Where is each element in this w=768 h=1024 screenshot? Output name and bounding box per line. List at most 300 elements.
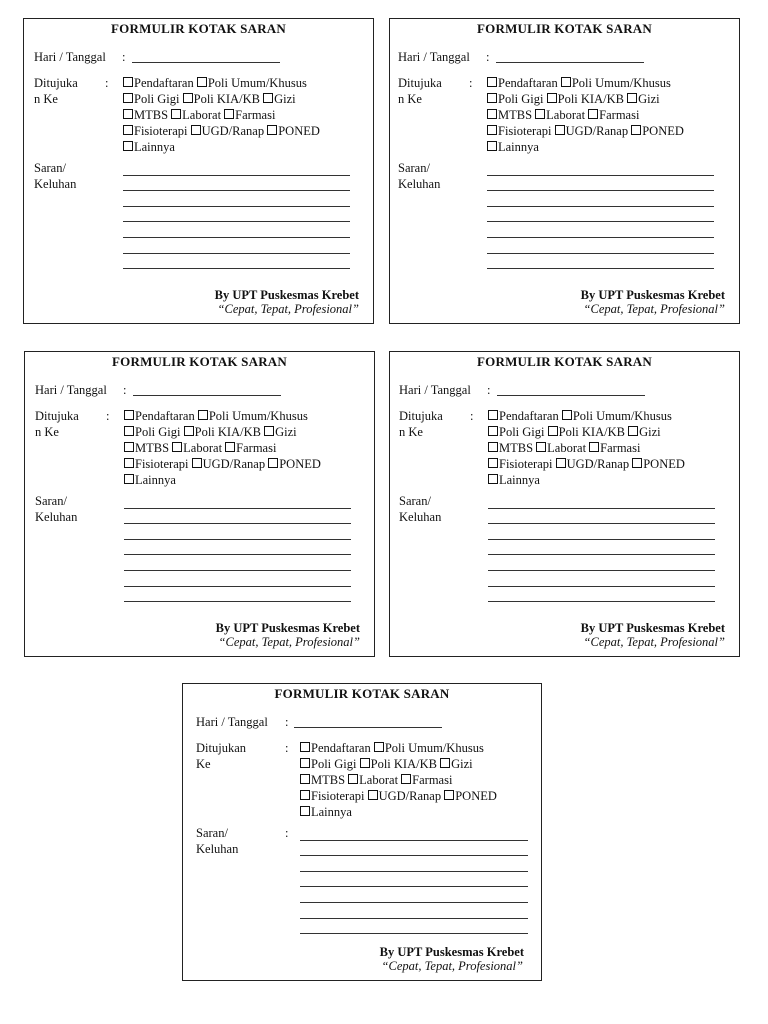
option-label: Poli Gigi <box>135 425 181 439</box>
options-row <box>123 107 320 123</box>
date-colon: : <box>487 383 491 397</box>
date-label: Hari / Tanggal <box>399 383 471 397</box>
option-label: MTBS <box>135 441 170 455</box>
saran-line[interactable] <box>300 903 528 919</box>
saran-writing-area[interactable] <box>124 493 351 602</box>
saran-line[interactable] <box>300 872 528 888</box>
checkbox[interactable] <box>198 410 208 420</box>
form-title: FORMULIR KOTAK SARAN <box>112 354 287 369</box>
ditujukan-colon: : <box>106 409 110 423</box>
checkbox[interactable] <box>183 93 193 103</box>
saran-line[interactable] <box>487 238 714 254</box>
saran-line[interactable] <box>123 222 350 238</box>
option-label: Lainnya <box>498 140 539 154</box>
suggestion-form-card <box>24 351 375 657</box>
checkbox[interactable] <box>172 442 182 452</box>
option-laborat[interactable] <box>536 441 586 455</box>
option-poli-umum-khusus[interactable] <box>562 409 672 423</box>
option-label: Poli Gigi <box>499 425 545 439</box>
option-pendaftaran[interactable] <box>124 409 195 423</box>
checkbox[interactable] <box>300 790 310 800</box>
option-poli-gigi[interactable] <box>487 92 544 106</box>
option-label: Laborat <box>359 773 399 787</box>
saran-label: Saran/ <box>35 494 67 508</box>
date-input-line[interactable] <box>497 395 645 396</box>
options-row <box>124 456 321 472</box>
option-label: MTBS <box>311 773 346 787</box>
saran-line[interactable] <box>488 524 715 540</box>
option-laborat[interactable] <box>348 773 398 787</box>
suggestion-form-card <box>389 351 740 657</box>
option-poli-kia-kb[interactable] <box>547 92 624 106</box>
option-fisioterapi[interactable] <box>124 457 188 471</box>
saran-label: Saran/ <box>398 161 430 175</box>
checkbox[interactable] <box>548 426 558 436</box>
option-poned[interactable] <box>268 457 321 471</box>
options-row <box>124 408 321 424</box>
checkbox[interactable] <box>192 458 202 468</box>
checkbox[interactable] <box>123 141 133 151</box>
option-mtbs[interactable] <box>123 108 168 122</box>
option-poli-umum-khusus[interactable] <box>198 409 308 423</box>
ditujukan-label: Ditujuka <box>398 76 442 90</box>
ditujukan-colon: : <box>470 409 474 423</box>
saran-line[interactable] <box>488 587 715 603</box>
option-laborat[interactable] <box>171 108 221 122</box>
checkbox[interactable] <box>487 125 497 135</box>
options-row <box>300 740 497 756</box>
form-title: FORMULIR KOTAK SARAN <box>274 686 450 701</box>
option-label: Gizi <box>275 425 297 439</box>
destination-options <box>300 740 497 820</box>
suggestion-form-card <box>182 683 542 981</box>
form-title: FORMULIR KOTAK SARAN <box>111 21 286 36</box>
saran-line[interactable] <box>487 207 714 223</box>
saran-line[interactable] <box>123 176 350 192</box>
options-row <box>300 804 497 820</box>
checkbox[interactable] <box>488 442 498 452</box>
saran-line[interactable] <box>124 493 351 509</box>
checkbox[interactable] <box>444 790 454 800</box>
checkbox[interactable] <box>184 426 194 436</box>
motto-text: “Cepat, Tepat, Profesional” <box>381 959 523 973</box>
option-poli-kia-kb[interactable] <box>183 92 260 106</box>
option-label: MTBS <box>498 108 533 122</box>
checkbox[interactable] <box>374 742 384 752</box>
option-gizi[interactable] <box>627 92 660 106</box>
motto-text: “Cepat, Tepat, Profesional” <box>583 635 725 649</box>
option-label: UGD/Ranap <box>378 789 442 803</box>
option-label: Farmasi <box>236 441 277 455</box>
option-fisioterapi[interactable] <box>488 457 552 471</box>
option-pendaftaran[interactable] <box>487 76 558 90</box>
checkbox[interactable] <box>401 774 411 784</box>
option-ugd-ranap[interactable] <box>368 789 442 803</box>
saran-line[interactable] <box>300 887 528 903</box>
option-label: UGD/Ranap <box>202 457 266 471</box>
options-row <box>488 456 685 472</box>
checkbox[interactable] <box>547 93 557 103</box>
checkbox[interactable] <box>300 742 310 752</box>
checkbox[interactable] <box>440 758 450 768</box>
saran-line[interactable] <box>300 825 528 841</box>
ditujukan-colon: : <box>469 76 473 90</box>
option-label: UGD/Ranap <box>201 124 265 138</box>
date-input-line[interactable] <box>133 395 281 396</box>
option-ugd-ranap[interactable] <box>191 124 265 138</box>
destination-options <box>487 75 684 155</box>
checkbox[interactable] <box>348 774 358 784</box>
option-laborat[interactable] <box>172 441 222 455</box>
checkbox[interactable] <box>487 141 497 151</box>
saran-label: Saran/ <box>196 826 228 840</box>
options-row <box>487 107 684 123</box>
options-row <box>123 75 320 91</box>
option-poned[interactable] <box>631 124 684 138</box>
ditujukan-label: Ditujuka <box>35 409 79 423</box>
options-row <box>124 472 321 488</box>
option-label: PONED <box>278 124 320 138</box>
ditujukan-label: Ke <box>196 757 211 771</box>
options-row <box>487 123 684 139</box>
option-label: Fisioterapi <box>135 457 189 471</box>
saran-label: Keluhan <box>398 177 441 191</box>
option-label: Poli KIA/KB <box>557 92 624 106</box>
ditujukan-label: Ditujuka <box>34 76 78 90</box>
option-lainnya[interactable] <box>300 805 352 819</box>
saran-writing-area[interactable] <box>300 825 528 934</box>
options-row <box>123 139 320 155</box>
option-pendaftaran[interactable] <box>300 741 371 755</box>
option-label: Laborat <box>183 441 223 455</box>
saran-line[interactable] <box>487 222 714 238</box>
option-label: PONED <box>643 457 685 471</box>
option-label: Laborat <box>546 108 586 122</box>
option-label: Poli Umum/Khusus <box>572 409 672 423</box>
motto-text: “Cepat, Tepat, Profesional” <box>218 635 360 649</box>
destination-options <box>124 408 321 488</box>
date-input-line[interactable] <box>132 62 280 63</box>
saran-line[interactable] <box>123 207 350 223</box>
option-poli-kia-kb[interactable] <box>184 425 261 439</box>
saran-writing-area[interactable] <box>123 160 350 269</box>
option-label: Poli Umum/Khusus <box>207 76 307 90</box>
saran-line[interactable] <box>300 919 528 935</box>
saran-line[interactable] <box>487 160 714 176</box>
saran-label: Saran/ <box>34 161 66 175</box>
option-label: Pendaftaran <box>498 76 558 90</box>
option-label: Pendaftaran <box>134 76 194 90</box>
option-label: Poli KIA/KB <box>558 425 625 439</box>
option-fisioterapi[interactable] <box>300 789 364 803</box>
options-row <box>300 772 497 788</box>
option-label: PONED <box>642 124 684 138</box>
checkbox[interactable] <box>124 458 134 468</box>
saran-line[interactable] <box>124 509 351 525</box>
option-label: Laborat <box>547 441 587 455</box>
saran-line[interactable] <box>124 587 351 603</box>
checkbox[interactable] <box>487 93 497 103</box>
option-label: Farmasi <box>412 773 453 787</box>
option-pendaftaran[interactable] <box>488 409 559 423</box>
checkbox[interactable] <box>300 774 310 784</box>
checkbox[interactable] <box>191 125 201 135</box>
option-label: Lainnya <box>135 473 176 487</box>
option-gizi[interactable] <box>440 757 473 771</box>
saran-line[interactable] <box>300 856 528 872</box>
date-colon: : <box>122 50 126 64</box>
checkbox[interactable] <box>264 426 274 436</box>
saran-line[interactable] <box>123 191 350 207</box>
checkbox[interactable] <box>488 474 498 484</box>
date-label: Hari / Tanggal <box>196 715 268 729</box>
saran-line[interactable] <box>488 493 715 509</box>
ditujukan-colon: : <box>105 76 109 90</box>
option-poli-kia-kb[interactable] <box>548 425 625 439</box>
option-mtbs[interactable] <box>124 441 169 455</box>
option-farmasi[interactable] <box>225 441 276 455</box>
saran-line[interactable] <box>487 176 714 192</box>
option-label: Laborat <box>182 108 222 122</box>
option-label: Poli Gigi <box>134 92 180 106</box>
option-ugd-ranap[interactable] <box>192 457 266 471</box>
options-row <box>300 788 497 804</box>
saran-line[interactable] <box>488 555 715 571</box>
option-label: Poli Umum/Khusus <box>208 409 308 423</box>
option-label: MTBS <box>134 108 169 122</box>
option-gizi[interactable] <box>264 425 297 439</box>
ditujukan-colon: : <box>285 741 289 755</box>
option-poli-gigi[interactable] <box>124 425 181 439</box>
checkbox[interactable] <box>536 442 546 452</box>
issuer-text: By UPT Puskesmas Krebet <box>214 288 359 302</box>
saran-label: Saran/ <box>399 494 431 508</box>
checkbox[interactable] <box>487 109 497 119</box>
saran-label: Keluhan <box>35 510 78 524</box>
date-input-line[interactable] <box>496 62 644 63</box>
suggestion-form-card <box>23 18 374 324</box>
option-label: Poli KIA/KB <box>370 757 437 771</box>
saran-line[interactable] <box>487 254 714 270</box>
option-ugd-ranap[interactable] <box>556 457 630 471</box>
option-mtbs[interactable] <box>300 773 345 787</box>
option-poli-umum-khusus[interactable] <box>197 76 307 90</box>
option-label: Fisioterapi <box>134 124 188 138</box>
checkbox[interactable] <box>197 77 207 87</box>
options-row <box>123 91 320 107</box>
option-label: PONED <box>279 457 321 471</box>
destination-options <box>488 408 685 488</box>
checkbox[interactable] <box>488 426 498 436</box>
option-poned[interactable] <box>444 789 497 803</box>
option-label: Poli Umum/Khusus <box>571 76 671 90</box>
checkbox[interactable] <box>267 125 277 135</box>
option-label: Gizi <box>274 92 296 106</box>
checkbox[interactable] <box>631 125 641 135</box>
option-label: Pendaftaran <box>135 409 195 423</box>
option-lainnya[interactable] <box>124 473 176 487</box>
option-mtbs[interactable] <box>487 108 532 122</box>
option-label: Fisioterapi <box>311 789 365 803</box>
option-label: Farmasi <box>600 441 641 455</box>
saran-line[interactable] <box>300 841 528 857</box>
checkbox[interactable] <box>268 458 278 468</box>
checkbox[interactable] <box>562 410 572 420</box>
date-colon: : <box>486 50 490 64</box>
saran-line[interactable] <box>124 571 351 587</box>
checkbox[interactable] <box>555 125 565 135</box>
checkbox[interactable] <box>123 93 133 103</box>
checkbox[interactable] <box>123 109 133 119</box>
issuer-text: By UPT Puskesmas Krebet <box>580 621 725 635</box>
option-poned[interactable] <box>632 457 685 471</box>
date-input-line[interactable] <box>294 727 442 728</box>
checkbox[interactable] <box>171 109 181 119</box>
checkbox[interactable] <box>628 426 638 436</box>
option-fisioterapi[interactable] <box>487 124 551 138</box>
saran-line[interactable] <box>488 571 715 587</box>
form-title: FORMULIR KOTAK SARAN <box>477 354 652 369</box>
checkbox[interactable] <box>632 458 642 468</box>
saran-line[interactable] <box>124 540 351 556</box>
option-label: Poli KIA/KB <box>194 425 261 439</box>
date-label: Hari / Tanggal <box>34 50 106 64</box>
checkbox[interactable] <box>488 458 498 468</box>
option-fisioterapi[interactable] <box>123 124 187 138</box>
option-label: Fisioterapi <box>499 457 553 471</box>
options-row <box>487 75 684 91</box>
option-poned[interactable] <box>267 124 320 138</box>
checkbox[interactable] <box>368 790 378 800</box>
options-row <box>123 123 320 139</box>
checkbox[interactable] <box>487 77 497 87</box>
options-row <box>487 139 684 155</box>
saran-label: Keluhan <box>34 177 77 191</box>
ditujukan-label: Ditujukan <box>196 741 246 755</box>
option-label: Lainnya <box>134 140 175 154</box>
option-poli-gigi[interactable] <box>488 425 545 439</box>
saran-label: Keluhan <box>399 510 442 524</box>
issuer-text: By UPT Puskesmas Krebet <box>379 945 524 959</box>
checkbox[interactable] <box>488 410 498 420</box>
ditujukan-label: Ditujuka <box>399 409 443 423</box>
option-label: Fisioterapi <box>498 124 552 138</box>
option-farmasi[interactable] <box>224 108 275 122</box>
checkbox[interactable] <box>556 458 566 468</box>
saran-line[interactable] <box>124 524 351 540</box>
form-title: FORMULIR KOTAK SARAN <box>477 21 652 36</box>
checkbox[interactable] <box>588 109 598 119</box>
option-label: Gizi <box>451 757 473 771</box>
saran-line[interactable] <box>124 555 351 571</box>
checkbox[interactable] <box>561 77 571 87</box>
option-laborat[interactable] <box>535 108 585 122</box>
ditujukan-label: n Ke <box>34 92 58 106</box>
option-farmasi[interactable] <box>401 773 452 787</box>
option-poli-gigi[interactable] <box>300 757 357 771</box>
saran-line[interactable] <box>123 238 350 254</box>
checkbox[interactable] <box>124 410 134 420</box>
saran-line[interactable] <box>487 191 714 207</box>
option-farmasi[interactable] <box>589 441 640 455</box>
checkbox[interactable] <box>124 442 134 452</box>
checkbox[interactable] <box>535 109 545 119</box>
date-label: Hari / Tanggal <box>398 50 470 64</box>
option-lainnya[interactable] <box>487 140 539 154</box>
option-gizi[interactable] <box>628 425 661 439</box>
saran-writing-area[interactable] <box>487 160 714 269</box>
options-row <box>488 408 685 424</box>
saran-line[interactable] <box>123 254 350 270</box>
option-label: UGD/Ranap <box>565 124 629 138</box>
option-farmasi[interactable] <box>588 108 639 122</box>
option-label: Gizi <box>639 425 661 439</box>
option-lainnya[interactable] <box>488 473 540 487</box>
checkbox[interactable] <box>124 426 134 436</box>
checkbox[interactable] <box>123 77 133 87</box>
option-poli-kia-kb[interactable] <box>360 757 437 771</box>
destination-options <box>123 75 320 155</box>
options-row <box>488 440 685 456</box>
option-label: PONED <box>455 789 497 803</box>
ditujukan-label: n Ke <box>35 425 59 439</box>
saran-colon: : <box>285 826 289 840</box>
option-ugd-ranap[interactable] <box>555 124 629 138</box>
ditujukan-label: n Ke <box>399 425 423 439</box>
option-gizi[interactable] <box>263 92 296 106</box>
checkbox[interactable] <box>589 442 599 452</box>
options-row <box>488 472 685 488</box>
checkbox[interactable] <box>224 109 234 119</box>
option-lainnya[interactable] <box>123 140 175 154</box>
motto-text: “Cepat, Tepat, Profesional” <box>217 302 359 316</box>
option-label: Pendaftaran <box>499 409 559 423</box>
option-label: Farmasi <box>235 108 276 122</box>
checkbox[interactable] <box>300 806 310 816</box>
checkbox[interactable] <box>123 125 133 135</box>
saran-line[interactable] <box>488 540 715 556</box>
option-poli-umum-khusus[interactable] <box>561 76 671 90</box>
checkbox[interactable] <box>360 758 370 768</box>
issuer-text: By UPT Puskesmas Krebet <box>580 288 725 302</box>
saran-writing-area[interactable] <box>488 493 715 602</box>
option-label: Farmasi <box>599 108 640 122</box>
checkbox[interactable] <box>225 442 235 452</box>
option-label: Poli Gigi <box>498 92 544 106</box>
option-mtbs[interactable] <box>488 441 533 455</box>
checkbox[interactable] <box>627 93 637 103</box>
option-label: MTBS <box>499 441 534 455</box>
saran-line[interactable] <box>123 160 350 176</box>
option-poli-umum-khusus[interactable] <box>374 741 484 755</box>
suggestion-form-card <box>389 18 740 324</box>
options-row <box>487 91 684 107</box>
checkbox[interactable] <box>124 474 134 484</box>
saran-line[interactable] <box>488 509 715 525</box>
option-poli-gigi[interactable] <box>123 92 180 106</box>
date-colon: : <box>123 383 127 397</box>
option-label: UGD/Ranap <box>566 457 630 471</box>
checkbox[interactable] <box>263 93 273 103</box>
option-label: Poli Umum/Khusus <box>384 741 484 755</box>
ditujukan-label: n Ke <box>398 92 422 106</box>
option-pendaftaran[interactable] <box>123 76 194 90</box>
checkbox[interactable] <box>300 758 310 768</box>
saran-label: Keluhan <box>196 842 239 856</box>
option-label: Gizi <box>638 92 660 106</box>
option-label: Lainnya <box>311 805 352 819</box>
option-label: Poli KIA/KB <box>193 92 260 106</box>
